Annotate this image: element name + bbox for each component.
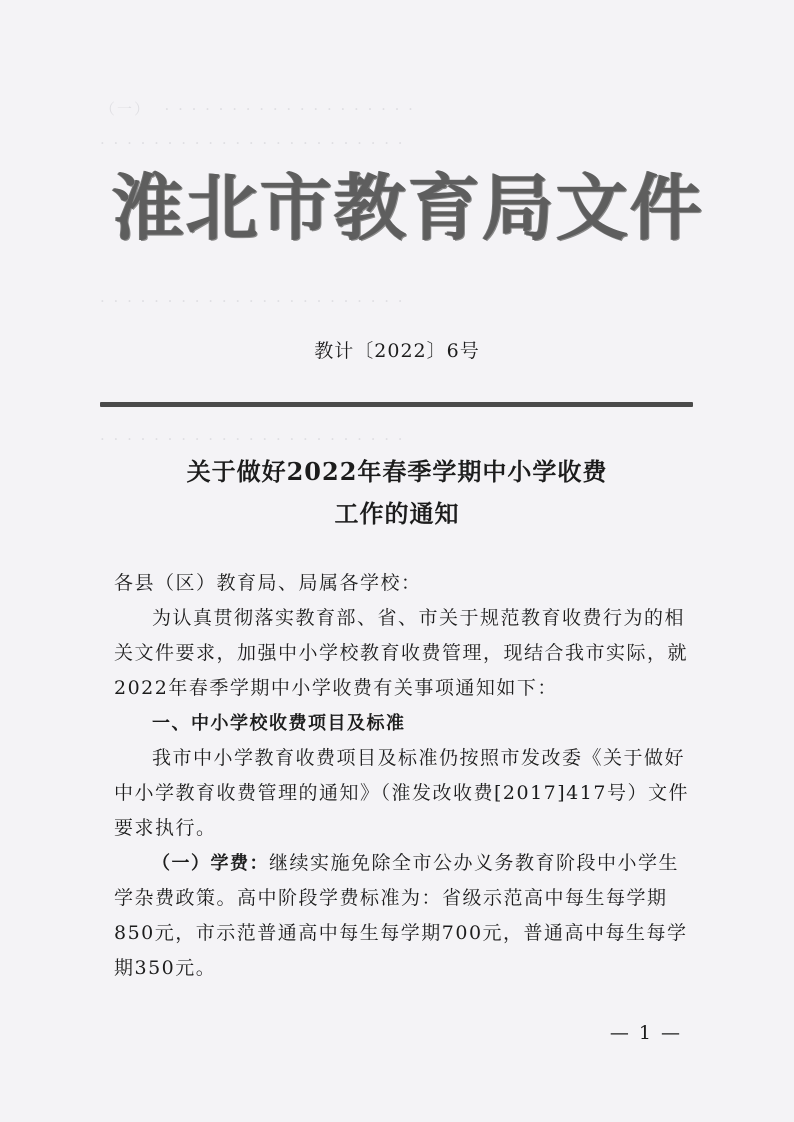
page-number: — 1 —	[609, 1022, 682, 1044]
tuition-paragraph	[114, 846, 689, 986]
section-1-body: 我市中小学教育收费项目及标准仍按照市发改委《关于做好中小学教育收费管理的通知》（淮发改收费[2017]417号）文件要求执行。	[114, 747, 689, 839]
tuition-body: 继续实施免除全市公办义务教育阶段中小学生学杂费政策。高中阶段学费标准为：省级示范高中每生每学期850元，市示范普通高中每生每学期700元，普通高中每生每学期350元。	[114, 852, 688, 979]
tuition-label: （一）学费：	[152, 853, 269, 874]
bleed-through-text: · · · · · · · · · · · · · · · · · · · · · · ·	[100, 430, 405, 448]
org-header-title: 淮北市教育局文件	[112, 166, 705, 250]
notice-title-line-2: 工作的通知	[334, 499, 460, 528]
header-divider	[100, 402, 693, 407]
document-number: 教计〔2022〕6号	[314, 340, 480, 362]
section-1-heading: 一、中小学校收费项目及标准	[152, 713, 406, 734]
bleed-through-text: · · · · · · · · · · · · · · · · · · · · · · ·	[100, 134, 405, 152]
addressee: 各县（区）教育局、局属各学校：	[114, 572, 422, 594]
notice-title-line-1: 关于做好2022年春季学期中小学收费	[186, 457, 608, 486]
bleed-through-text: （一） · · · · · · · · · · · · · · · · · · ·	[100, 100, 415, 118]
intro-paragraph: 为认真贯彻落实教育部、省、市关于规范教育收费行为的相关文件要求，加强中小学校教育收费管理，现结合我市实际，就2022年春季学期中小学收费有关事项通知如下：	[114, 607, 689, 699]
bleed-through-text: · · · · · · · · · · · · · · · · · · · · · · ·	[100, 292, 405, 310]
